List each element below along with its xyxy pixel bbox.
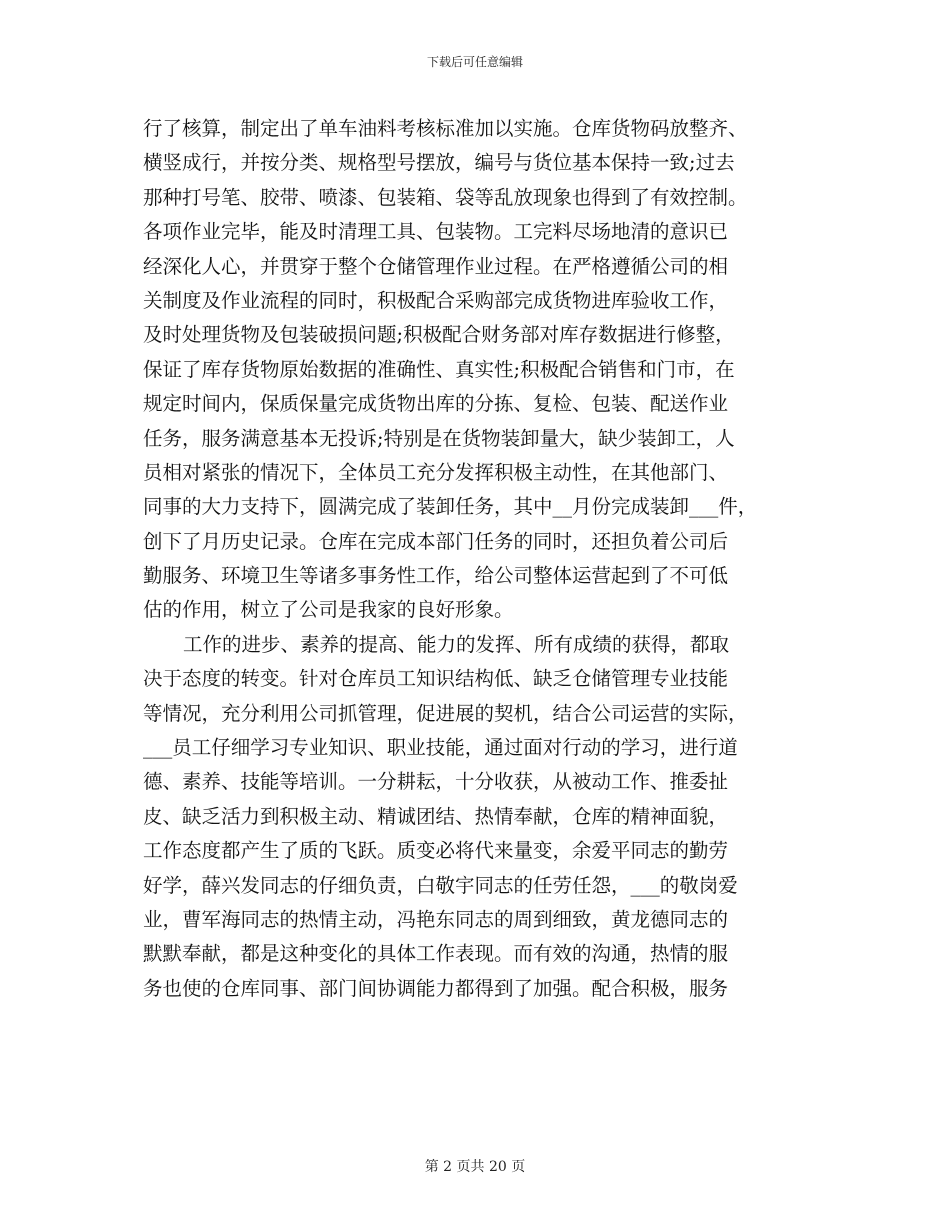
body-line: 及时处理货物及包装破损问题;积极配合财务部对库存数据进行修整， [143, 323, 735, 347]
body-line: 估的作用，树立了公司是我家的良好形象。 [143, 598, 514, 622]
body-line: 业，曹军海同志的热情主动，冯艳东同志的周到细致，黄龙德同志的 [143, 907, 729, 931]
body-line: 创下了月历史记录。仓库在完成本部门任务的同时，还担负着公司后 [143, 529, 729, 553]
document-body [143, 112, 823, 1006]
body-line: 等情况，充分利用公司抓管理，促进展的契机，结合公司运营的实际， [143, 701, 748, 725]
body-line: ___员工仔细学习专业知识、职业技能，通过面对行动的学习，进行道 [143, 736, 738, 760]
body-line: 好学，薛兴发同志的仔细负责，白敬宇同志的任劳任怨，___的敬岗爱 [143, 873, 738, 897]
body-line: 同事的大力支持下，圆满完成了装卸任务，其中__月份完成装卸___件， [143, 495, 758, 519]
body-line: 那种打号笔、胶带、喷漆、包装箱、袋等乱放现象也得到了有效控制。 [143, 185, 748, 209]
body-line: 默默奉献，都是这种变化的具体工作表现。而有效的沟通，热情的服 [143, 942, 729, 966]
body-line: 横竖成行，并按分类、规格型号摆放，编号与货位基本保持一致;过去 [143, 151, 735, 175]
body-line: 行了核算，制定出了单车油料考核标准加以实施。仓库货物码放整齐、 [143, 117, 748, 140]
body-line: 德、素养、技能等培训。一分耕耘，十分收获，从被动工作、推委扯 [143, 770, 729, 794]
page-number: 第 2 页共 20 页 [424, 1159, 526, 1175]
paragraph-start-line: 工作的进步、素养的提高、能力的发挥、所有成绩的获得，都取 [183, 632, 730, 656]
body-line: 皮、缺乏活力到积极主动、精诚团结、热情奉献，仓库的精神面貌， [143, 804, 729, 828]
body-line: 经深化人心，并贯穿于整个仓储管理作业过程。在严格遵循公司的相 [143, 254, 729, 278]
page-header: 下载后可任意编辑 [426, 55, 523, 69]
body-line: 关制度及作业流程的同时，积极配合采购部完成货物进库验收工作， [143, 288, 729, 312]
body-line: 务也使的仓库同事、部门间协调能力都得到了加强。配合积极，服务 [143, 976, 729, 1000]
body-line: 工作态度都产生了质的飞跃。质变必将代来量变，余爱平同志的勤劳 [143, 839, 729, 863]
body-line: 勤服务、环境卫生等诸多事务性工作，给公司整体运营起到了不可低 [143, 564, 729, 588]
body-line: 任务，服务满意基本无投诉;特别是在货物装卸量大，缺少装卸工，人 [143, 426, 735, 450]
body-line: 各项作业完毕，能及时清理工具、包装物。工完料尽场地清的意识已 [143, 220, 729, 244]
body-line: 保证了库存货物原始数据的准确性、真实性;积极配合销售和门市，在 [143, 357, 735, 381]
body-line: 员相对紧张的情况下，全体员工充分发挥积极主动性，在其他部门、 [143, 460, 729, 484]
body-line: 决于态度的转变。针对仓库员工知识结构低、缺乏仓储管理专业技能 [143, 667, 729, 691]
body-line: 规定时间内，保质保量完成货物出库的分拣、复检、包装、配送作业 [143, 392, 729, 416]
